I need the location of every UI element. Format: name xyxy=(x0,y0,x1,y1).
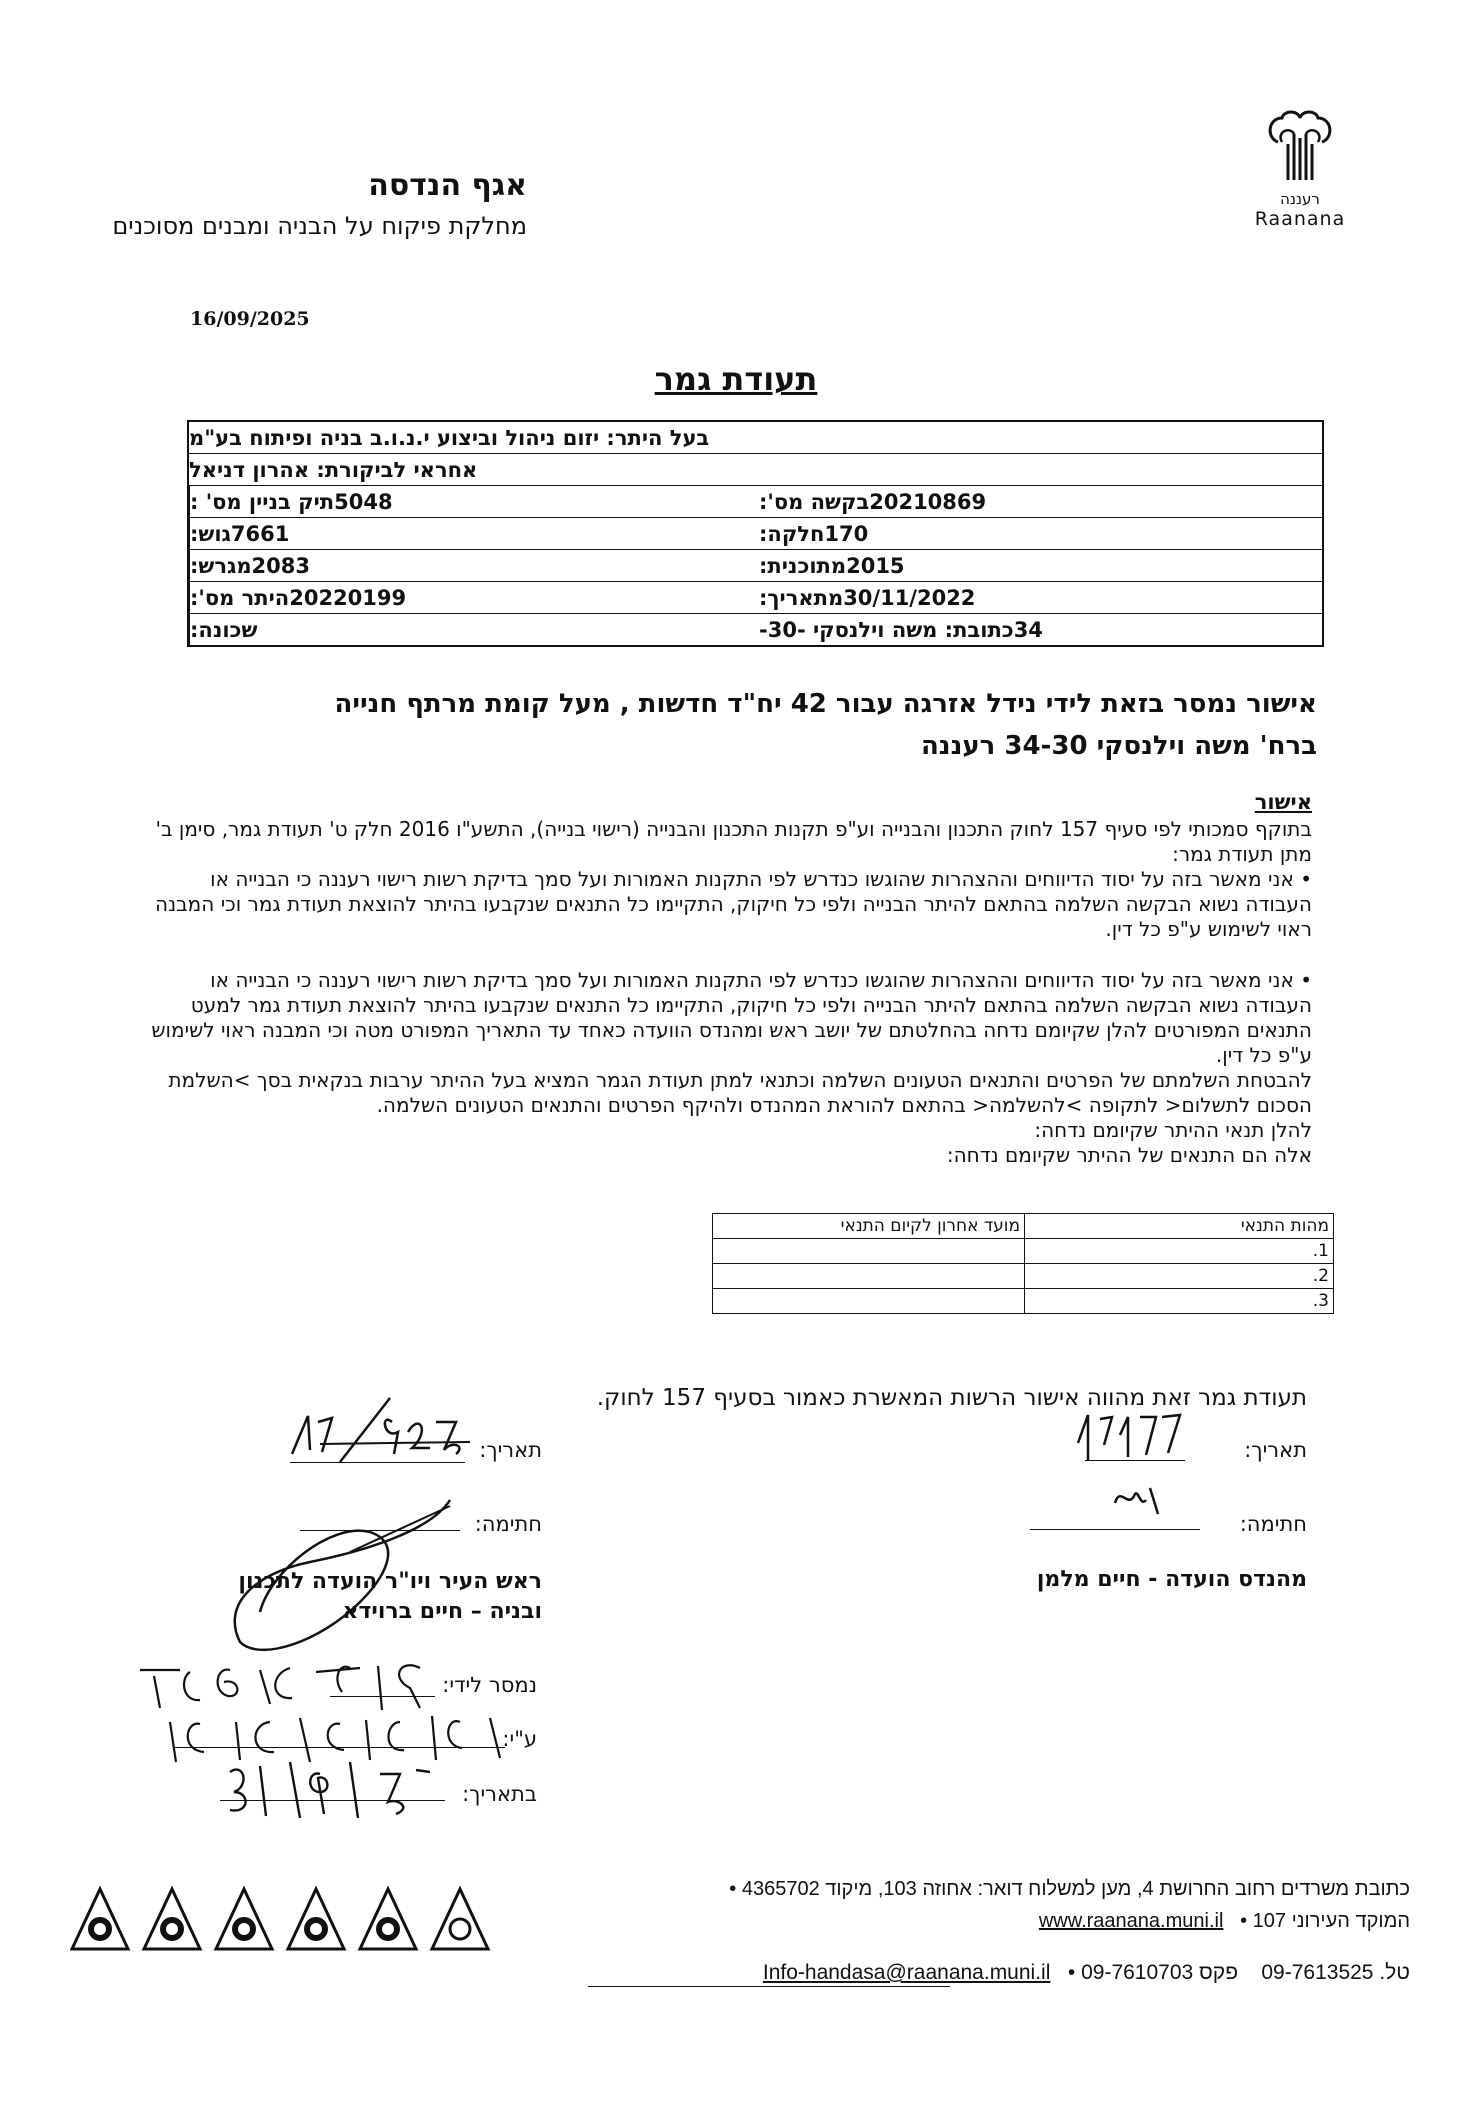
detail-label: גוש: xyxy=(190,521,231,546)
certification-badges xyxy=(70,1885,500,1955)
detail-row xyxy=(189,582,1322,614)
column-header: מהות התנאי xyxy=(1025,1214,1334,1239)
detail-label: כתובת: משה וילנסקי -30- xyxy=(759,617,1014,642)
footer-contact-row xyxy=(763,1961,1410,1985)
engineer-title: מהנדס הועדה - חיים מלמן xyxy=(1036,1567,1307,1592)
footer-phone: טל. 09-7613525 xyxy=(1261,1961,1410,1984)
detail-label: בקשה מס': xyxy=(759,489,870,514)
deferred-intro: להלן תנאי ההיתר שקיומם נדחה: xyxy=(1034,1118,1312,1142)
engineer-signature-line xyxy=(1030,1529,1200,1530)
handwritten-engineer-date xyxy=(1070,1405,1200,1465)
table-cell: 3. xyxy=(1025,1289,1334,1314)
supervisor: אחראי לביקורת: אהרון דניאל xyxy=(189,457,478,482)
quality-badge-icon xyxy=(360,1889,416,1949)
permit-holder: בעל היתר: יזום ניהול וביצוע י.נ.ו.ב בניה ופיתוח בע"מ xyxy=(189,425,710,450)
supervisor-row xyxy=(189,454,1322,486)
approval-clause: • אני מאשר בזה על יסוד הדיווחים וההצהרות שהוגשו כנדרש לפי התקנות האמורות ועל סמך בדיקת רשות רישוי רעננה כי הבנייה או העבודה נשוא הבקשה השלמה בהתאם להיתר הבנייה ולפי כל חיקוק, התקיימו כל התנאים שנקבעו בהיתר להוצאת תעודת גמר וכי המבנה ראוי לשימוש ע"פ כל דין. xyxy=(155,867,1312,941)
detail-label: היתר מס': xyxy=(190,585,290,610)
certificate-body xyxy=(142,790,1312,1168)
table-row xyxy=(713,1289,1334,1314)
detail-value: 170 xyxy=(824,521,869,546)
detail-value: 34 xyxy=(1013,617,1043,642)
by-label: ע"י: xyxy=(502,1727,537,1751)
detail-value: 30/11/2022 xyxy=(843,585,976,610)
headline-line: ברח' משה וילנסקי 34-30 רעננה xyxy=(920,731,1317,761)
intro-paragraph: בתוקף סמכותי לפי סעיף 157 לחוק התכנון והבנייה וע"פ תקנות התכנון והבנייה (רישוי בנייה), התשע"ו 2016 חלק ט' תעודת גמר, סימן ב' מתן תעודת גמר: xyxy=(155,817,1312,866)
footer-hotline-row xyxy=(1039,1910,1410,1933)
detail-label: מגרש: xyxy=(190,553,252,578)
table-cell: 1. xyxy=(1025,1239,1334,1264)
detail-row xyxy=(189,550,1322,582)
detail-value: 20210869 xyxy=(869,489,987,514)
detail-label: חלקה: xyxy=(759,521,825,546)
handwritten-mayor-date xyxy=(280,1392,480,1472)
certificate-title: תעודת גמר xyxy=(654,360,818,398)
detail-value: 7661 xyxy=(230,521,290,546)
quality-badge-icon xyxy=(144,1889,200,1949)
detail-value: 2083 xyxy=(251,553,310,578)
quality-badge-icon xyxy=(72,1889,128,1949)
approval-clause: • אני מאשר בזה על יסוד הדיווחים וההצהרות שהוגשו כנדרש לפי התקנות האמורות ועל סמך בדיקת רשות רישוי רעננה כי הבנייה או העבודה נשוא הבקשה השלמה בהתאם להיתר הבנייה ולפי כל חיקוק, התקיימו כל התנאים שנקבעו בהיתר להוצאת תעודת גמר למעט התנאים המפורטים להלן שקיומם נדחה בהחלטתם של יושב ראש ומהנדס הוועדה כאחד עד התאריך המפורט מטה וכי המבנה ראוי לשימוש ע"פ כל דין. xyxy=(151,968,1312,1067)
deferred-list-intro: אלה הם התנאים של ההיתר שקיומם נדחה: xyxy=(946,1143,1312,1167)
detail-label: שכונה: xyxy=(190,617,258,642)
footer-hotline: המוקד העירוני 107 • xyxy=(1240,1910,1410,1932)
detail-label: תיק בניין מס' : xyxy=(190,489,335,514)
tree-logo-icon xyxy=(1260,108,1340,188)
column-header: מועד אחרון לקיום התנאי xyxy=(713,1214,1025,1239)
detail-value: 2015 xyxy=(846,553,905,578)
mayor-signature-label: חתימה: xyxy=(474,1512,542,1536)
mayor-title: ראש העיר ויו"ר הועדה לתכנון ובניה – חיים ברוידא xyxy=(238,1569,542,1624)
detail-value: 20220199 xyxy=(289,585,407,610)
table-header-row xyxy=(713,1214,1334,1239)
table-cell: 2. xyxy=(1025,1264,1334,1289)
handwritten-engineer-signature xyxy=(1110,1478,1190,1528)
detail-value: 5048 xyxy=(334,489,393,514)
document-date: 16/09/2025 xyxy=(190,308,310,330)
on-date-label: בתאריך: xyxy=(462,1782,537,1806)
division-subtitle: מחלקת פיקוח על הבניה ומבנים מסוכנים xyxy=(112,212,527,240)
quality-badge-icon xyxy=(288,1889,344,1949)
guarantee-paragraph: להבטחת השלמתם של הפרטים והתנאים הטעונים השלמה וכתנאי למתן תעודת הגמר המציא בעל ההיתר ערבות בנקאית בסך >השלמת הסכום לתשלום< לתקופה >להשלמה< בהתאם להוראת המהנדס ולהיקף הפרטים והתנאים הטעונים השלמה. xyxy=(168,1068,1312,1117)
email-link[interactable]: Info-handasa@raanana.muni.il xyxy=(762,1961,1051,1984)
approval-heading: אישור xyxy=(1254,790,1312,814)
table-cell xyxy=(713,1239,1025,1264)
approval-headline xyxy=(137,683,1317,767)
engineer-signature-label: חתימה: xyxy=(1239,1512,1307,1536)
table-row xyxy=(713,1264,1334,1289)
footer-rule xyxy=(588,1986,950,1987)
detail-row xyxy=(189,614,1322,645)
mayor-date-label: תאריך: xyxy=(479,1438,542,1462)
footer-address: כתובת משרדים רחוב החרושת 4, מען למשלוח דואר: אחוזה 103, מיקוד 4365702 • xyxy=(729,1878,1410,1900)
table-cell xyxy=(713,1289,1025,1314)
detail-label: מתאריך: xyxy=(759,585,844,610)
handwritten-mayor-signature xyxy=(200,1492,460,1672)
engineer-date-label: תאריך: xyxy=(1244,1438,1307,1462)
legal-statement: תעודת גמר זאת מהווה אישור הרשות המאשרת כאמור בסעיף 157 לחוק. xyxy=(596,1385,1307,1411)
headline-line: אישור נמסר בזאת לידי נידל אזרגה עבור 42 יח"ד חדשות , מעל קומת מרתף חנייה xyxy=(334,689,1317,719)
quality-badge-icon xyxy=(216,1889,272,1949)
detail-row xyxy=(189,486,1322,518)
table-row xyxy=(713,1239,1334,1264)
handed-to-label: נמסר לידי: xyxy=(442,1673,537,1697)
detail-row xyxy=(189,518,1322,550)
quality-badge-icon xyxy=(432,1889,488,1949)
permit-details-table xyxy=(187,420,1324,647)
footer-fax: פקס 09-7610703 • xyxy=(1067,1961,1239,1984)
deferred-conditions-table xyxy=(712,1213,1334,1314)
department-title: אגף הנדסה xyxy=(368,168,527,203)
handwritten-handover-date xyxy=(220,1752,440,1822)
logo-latin-text: Raanana xyxy=(1254,208,1346,230)
permit-holder-row xyxy=(189,422,1322,454)
logo-hebrew-text: רעננה xyxy=(1280,190,1320,208)
table-cell xyxy=(713,1264,1025,1289)
raanana-logo xyxy=(1240,108,1360,258)
detail-label: מתוכנית: xyxy=(759,553,847,578)
website-link[interactable]: www.raanana.muni.il xyxy=(1038,1910,1224,1932)
